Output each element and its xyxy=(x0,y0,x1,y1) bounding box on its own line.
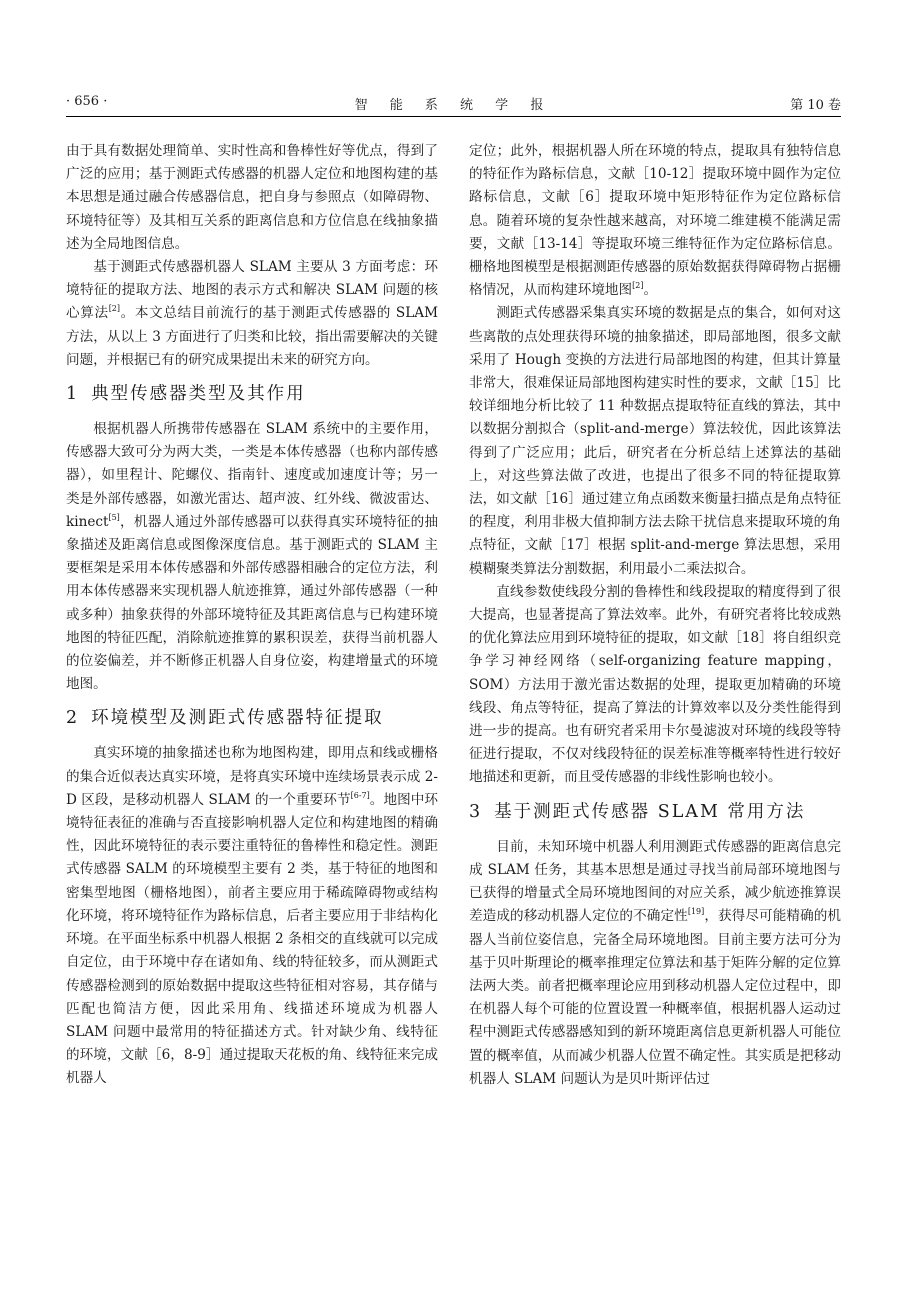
paragraph: 目前，未知环境中机器人利用测距式传感器的距离信息完成 SLAM 任务，其基本思想是通过寻找当前局部环境地图与已获得的增量式全局环境地图间的对应关系，减少航迹推算误差造成的移动机器人定位的不确定性[19]，获得尽可能精确的机器人当前位姿信息，完备全局环境地图。目前主要方法可分为基于贝叶斯理论的概率推理定位算法和基于矩阵分解的定位算法两大类。前者把概率理论应用到移动机器人定位过程中，即在机器人每个可能的位置设置一种概率值，根据机器人运动过程中测距式传感器感知到的新环境距离信息更新机器人可能位置的概率值，从而减少机器人位置不确定性。其实质是把移动机器人 SLAM 问题认为是贝叶斯评估过 xyxy=(469,838,842,1087)
paragraph: 由于具有数据处理简单、实时性高和鲁棒性好等优点，得到了广泛的应用；基于测距式传感器的机器人定位和地图构建的基本思想是通过融合传感器信息，把自身与参照点（如障碍物、环境特征等）及其相互关系的距离信息和方位信息在线抽象描述为全局地图信息。 xyxy=(66,143,438,252)
running-header xyxy=(66,92,841,117)
paragraph: 根据机器人所携带传感器在 SLAM 系统中的主要作用，传感器大致可分为两大类，一类是本体传感器（也称内部传感器），如里程计、陀螺仪、指南针、速度或加速度计等；另一类是外部传感器，如激光雷达、超声波、红外线、微波雷达、kinect[5]，机器人通过外部传感器可以获得真实环境特征的抽象描述及距离信息或图像深度信息。基于测距式的 SLAM 主要框架是采用本体传感器和外部传感器相融合的定位方法，利用本体传感器来实现机器人航迹推算，通过外部传感器（一种或多种）抽象获得的外部环境特征及其距离信息与已构建环境地图的特征匹配，消除航迹推算的累积误差，获得当前机器人的位姿偏差，并不断修正机器人自身位姿，构建增量式的环境地图。 xyxy=(66,421,438,693)
section-heading xyxy=(66,379,438,409)
paragraph: 基于测距式传感器机器人 SLAM 主要从 3 方面考虑：环境特征的提取方法、地图的表示方式和解决 SLAM 问题的核心算法[2]。本文总结目前流行的基于测距式传感器的 SLAM 方法，从以上 3 方面进行了归类和比较，指出需要解决的关键问题，并根据已有的研究成果提出未来的研究方向。 xyxy=(66,259,438,368)
citation: [6-7] xyxy=(350,790,370,800)
volume-number: 第 10 卷 xyxy=(790,98,841,113)
section-title: 典型传感器类型及其作用 xyxy=(91,384,306,405)
section-heading xyxy=(66,703,438,733)
left-column xyxy=(66,140,438,1091)
page-number: · 656 · xyxy=(66,94,108,109)
section-title: 基于测距式传感器 SLAM 常用方法 xyxy=(494,801,806,822)
paragraph: 直线参数使线段分割的鲁棒性和线段提取的精度得到了很大提高，也显著提高了算法效率。此外，有研究者将比较成熟的优化算法应用到环境特征的提取，如文献［18］将自组织竞争学习神经网络（self-organizing feature mapping，SOM）方法用于激光雷达数据的处理，提取更加精确的环境线段、角点等特征，提高了算法的计算效率以及分类性能得到进一步的提高。也有研究者采用卡尔曼滤波对环境的线段等特征进行提取，不仅对线段特征的误差标准等概率特性进行较好地描述和更新，而且受传感器的非线性影响也较小。 xyxy=(469,583,841,786)
journal-name: 智 能 系 统 学 报 xyxy=(354,98,553,113)
paragraph: 真实环境的抽象描述也称为地图构建，即用点和线或栅格的集合近似表达真实环境，是将真实环境中连续场景表示成 2-D 区段，是移动机器人 SLAM 的一个重要环节[6-7]。地图中环境特征表征的准确与否直接影响机器人定位和构建地图的精确性，因此环境特征的表示要注重特征的鲁棒性和稳定性。测距式传感器 SALM 的环境模型主要有 2 类，基于特征的地图和密集型地图（栅格地图），前者主要应用于稀疏障碍物或结构化环境，将环境特征作为路标信息，后者主要应用于非结构化环境。在平面坐标系中机器人根据 2 条相交的直线就可以完成自定位，由于环境中存在诸如角、线的特征较多，而从测距式传感器检测到的原始数据中提取这些特征相对容易，其存储与匹配也简洁方便，因此采用角、线描述环境成为机器人 SLAM 问题中最常用的特征描述方式。针对缺少角、线特征的环境，文献［6，8-9］通过提取天花板的角、线特征来完成机器人 xyxy=(66,745,439,1087)
section-number: 2 xyxy=(66,708,78,729)
paragraph: 测距式传感器采集真实环境的数据是点的集合，如何对这些离散的点处理获得环境的抽象描述，即局部地图，很多文献采用了 Hough 变换的方法进行局部地图的构建，但其计算量非常大，很难保证局部地图构建实时性的要求，文献［15］比较详细地分析比较了 11 种数据点提取特征直线的算法，其中以数据分割拟合（split-and-merge）算法较优，因此该算法得到了广泛应用；此后，研究者在分析总结上述算法的基础上，对这些算法做了改进，也提出了很多不同的特征提取算法，如文献［16］通过建立角点函数来衡量扫描点是角点特征的程度，利用非极大值抑制方法去除干扰信息来提取环境的角点特征，文献［17］根据 split-and-merge 算法思想，采用模糊聚类算法分割数据，利用最小二乘法拟合。 xyxy=(469,305,841,577)
right-column xyxy=(469,140,841,1091)
citation: [5] xyxy=(108,512,120,522)
section-number: 3 xyxy=(469,801,481,822)
section-number: 1 xyxy=(66,384,78,405)
section-title: 环境模型及测距式传感器特征提取 xyxy=(91,708,384,729)
paragraph: 定位；此外，根据机器人所在环境的特点，提取具有独特信息的特征作为路标信息，文献［10-12］提取环境中圆作为定位路标信息，文献［6］提取环境中矩形特征作为定位路标信息。随着环境的复杂性越来越高，对环境二维建模不能满足需要，文献［13-14］等提取环境三维特征作为定位路标信息。栅格地图模型是根据测距传感器的原始数据获得障碍物占据栅格情况，从而构建环境地图[2]。 xyxy=(469,143,841,299)
citation: [19] xyxy=(687,907,705,917)
citation: [2] xyxy=(632,281,644,291)
section-heading xyxy=(469,797,841,827)
citation: [2] xyxy=(108,304,121,314)
